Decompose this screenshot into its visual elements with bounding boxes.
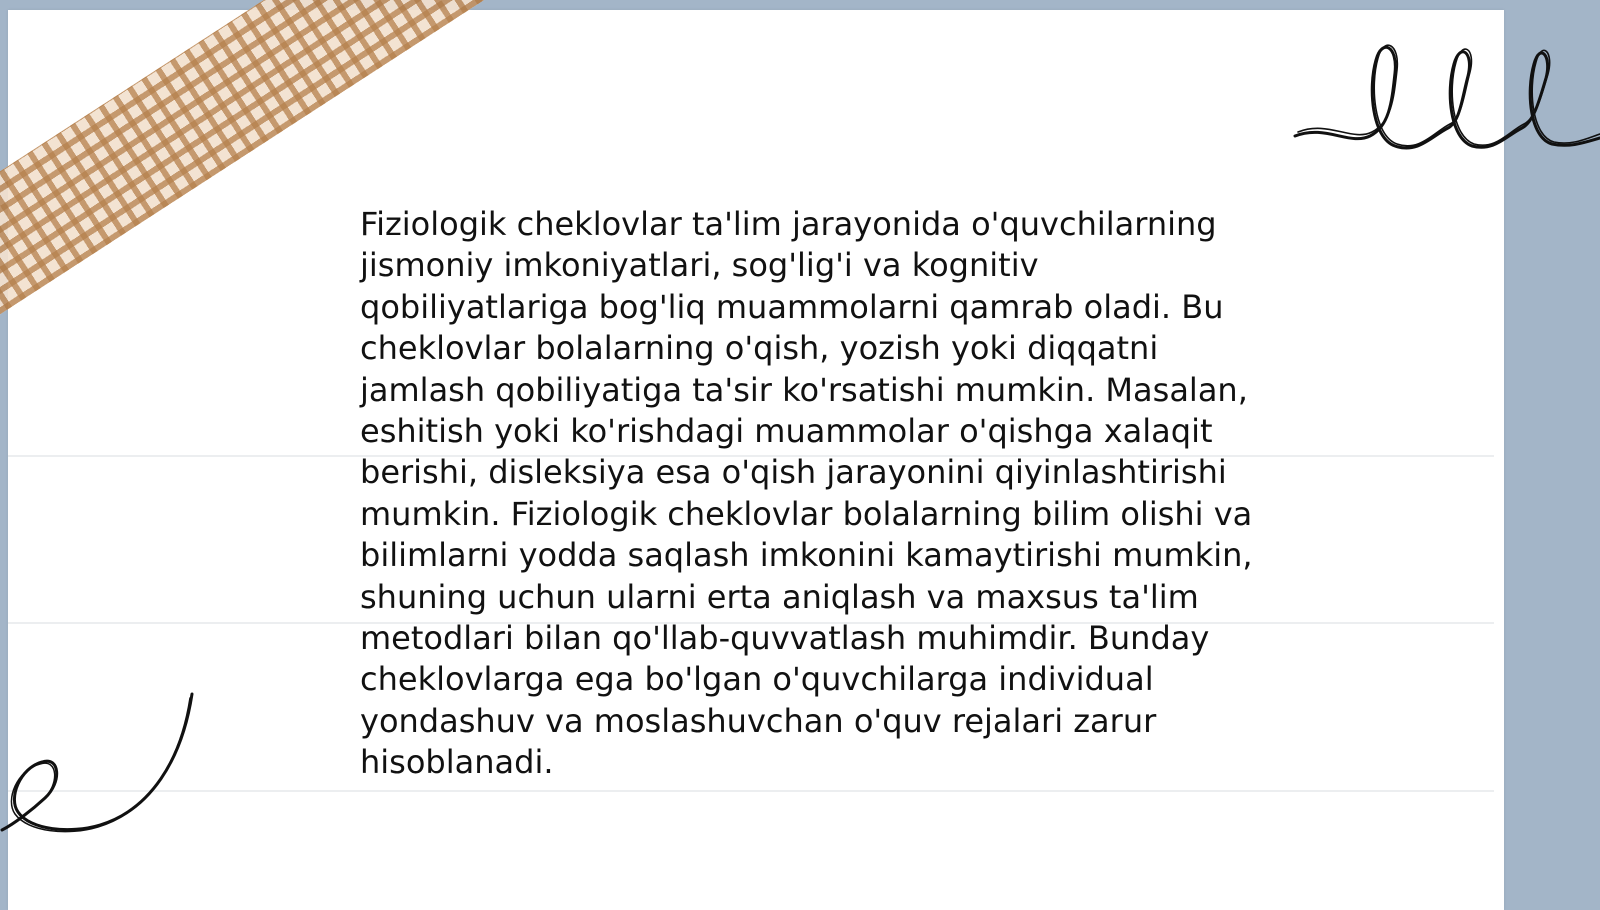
- body-paragraph: Fiziologik cheklovlar ta'lim jarayonida o'quvchilarning jismoniy imkoniyatlari, sog'lig'i va kognitiv qobiliyatlariga bog'liq muammolarni qamrab oladi. Bu cheklovlar bolalarning o'qish, yozish yoki diqqatni jamlash qobiliyatiga ta'sir ko'rsatishi mumkin. Masalan, eshitish yoki ko'rishdagi muammolar o'qishga xalaqit berishi, disleksiya esa o'qish jarayonini qiyinlashtirishi mumkin. Fiziologik cheklovlar bolalarning bilim olishi va bilimlarni yodda saqlash imkonini kamaytirishi mumkin, shuning uchun ularni erta aniqlash va maxsus ta'lim metodlari bilan qo'llab-quvvatlash muhimdir. Bunday cheklovlarga ega bo'lgan o'quvchilarga individual yondashuv va moslashuvchan o'quv rejalari zarur hisoblanadi.: [360, 205, 1253, 782]
- ruled-line: [8, 790, 1494, 792]
- loop-doodle: [1290, 28, 1600, 163]
- swirl-doodle: [0, 690, 200, 850]
